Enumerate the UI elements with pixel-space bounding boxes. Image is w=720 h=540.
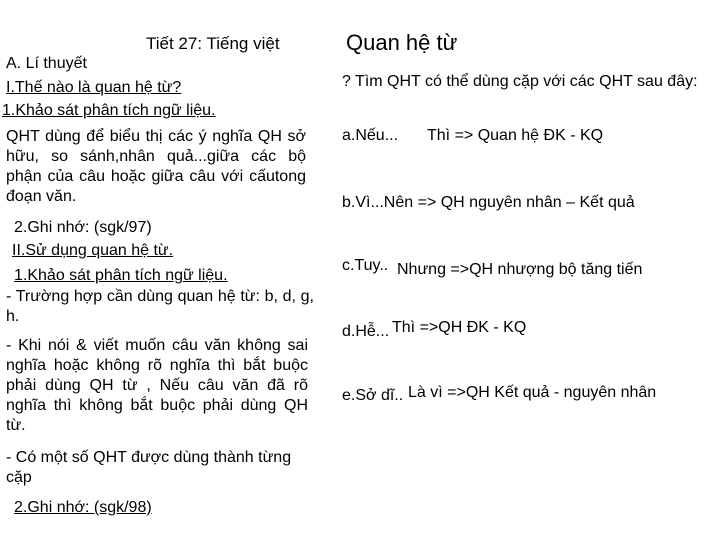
item-e-word: e.Sở dĩ..	[342, 387, 404, 404]
item-d-answer: Thì =>QH ĐK - KQ	[392, 319, 527, 336]
bullet-2: - Khi nói & viết muốn câu văn không sai nghĩa hoặc không rõ nghĩa thì bắt buộc phải dùng QH từ , Nếu câu văn đã rõ nghĩa thì không bắt buộc phải dùng QH từ.	[6, 337, 308, 434]
bullet-1: - Trường hợp cần dùng quan hệ từ: b, d, g, h.	[6, 288, 314, 325]
section-a-heading: A. Lí thuyết	[6, 55, 87, 72]
part1-sub1: 1.Khảo sát phân tích ngữ liệu.	[2, 102, 216, 119]
item-c-word: c.Tuy..	[342, 257, 389, 274]
part2-sub1: 1.Khảo sát phân tích ngữ liệu.	[14, 267, 228, 284]
topic-title: Quan hệ từ	[346, 30, 458, 55]
part1-title: I.Thế nào là quan hệ từ?	[6, 79, 182, 96]
part2-note: 2.Ghi nhớ: (sgk/98)	[14, 499, 152, 516]
item-b-line: b.Vì...Nên => QH nguyên nhân – Kết quả	[342, 194, 635, 211]
part1-note: 2.Ghi nhớ: (sgk/97)	[14, 219, 152, 236]
bullet-3: - Có một số QHT được dùng thành từng cặp	[6, 449, 292, 486]
item-a-answer: Thì => Quan hệ ĐK - KQ	[427, 127, 604, 144]
item-a-word: a.Nếu...	[342, 127, 399, 144]
question-text: ? Tìm QHT có thể dùng cặp với các QHT sau đây:	[342, 73, 698, 90]
lesson-title: Tiết 27: Tiếng việt	[146, 34, 280, 53]
item-e-answer: Là vì =>QH Kết quả - nguyên nhân	[408, 384, 657, 401]
part1-paragraph: QHT dùng để biểu thị các ý nghĩa QH sở hữu, so sánh,nhân quả...giữa các bộ phận của câu hoặc giữa câu với cấutong đoạn văn.	[6, 128, 306, 205]
item-d-word: d.Hễ...	[342, 323, 390, 340]
item-c-answer: Nhưng =>QH nhượng bộ tăng tiến	[397, 261, 643, 278]
part2-title: II.Sử dụng quan hệ từ.	[12, 242, 174, 259]
